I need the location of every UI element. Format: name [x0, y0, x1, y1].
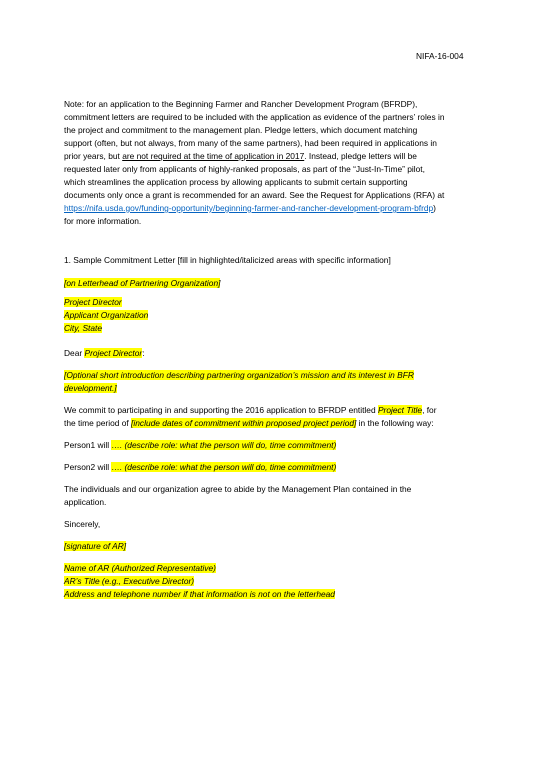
salutation: Dear Project Director: [64, 348, 145, 358]
note-line: the project and commitment to the management plan. Pledge letters, which document matching [64, 125, 418, 135]
note-line: requested later only from applicants of highly-ranked proposals, as part of the “Just-In-Time” pilot, [64, 164, 425, 174]
note-line: commitment letters are required to be included with the application as evidence of the partners’ roles in [64, 112, 445, 122]
note-line: prior years, but are not required at the time of application in 2017. Instead, pledge letters will be [64, 151, 417, 161]
commitment-line: the time period of [include dates of commitment within proposed project period] in the following way: [64, 418, 434, 428]
note-line: Note: for an application to the Beginning Farmer and Rancher Development Program (BFRDP), [64, 99, 418, 109]
address-line: Project Director [64, 297, 122, 307]
address-line: Applicant Organization [64, 310, 149, 320]
address-line: City, State [64, 323, 103, 333]
person-role-line: Person2 will …. (describe role: what the person will do, time commitment) [64, 462, 337, 472]
commitment-line: We commit to participating in and supporting the 2016 application to BFRDP entitled Project Title, for [64, 405, 437, 415]
intro-line: [Optional short introduction describing partnering organization’s mission and its interest in BFR [64, 370, 414, 380]
rfa-link[interactable]: https://nifa.usda.gov/funding-opportunity/beginning-farmer-and-rancher-development-program-bfrdp [64, 203, 434, 213]
closing: Sincerely, [64, 519, 101, 529]
signature-placeholder: [signature of AR] [64, 541, 127, 551]
note-line: which streamlines the application process by allowing applicants to submit certain supporting [64, 177, 408, 187]
note-line: documents only once a grant is recommended for an award. See the Request for Applications (RFA) at [64, 190, 445, 200]
note-line: for more information. [64, 216, 142, 226]
section-heading: 1. Sample Commitment Letter [fill in highlighted/italicized areas with specific information] [64, 255, 391, 265]
note-line: support (often, but not always, from many of the same partners), had been required in applications in [64, 138, 437, 148]
person-role-line: Person1 will …. (describe role: what the person will do, time commitment) [64, 440, 337, 450]
signature-block-line: AR’s Title (e.g., Executive Director) [64, 576, 195, 586]
agreement-line: The individuals and our organization agree to abide by the Management Plan contained in the [64, 484, 412, 494]
note-line: https://nifa.usda.gov/funding-opportunity/beginning-farmer-and-rancher-development-program-bfrdp) [64, 203, 436, 213]
signature-block-line: Address and telephone number if that information is not on the letterhead [64, 589, 335, 599]
intro-line: development.] [64, 383, 117, 393]
letterhead-placeholder: [on Letterhead of Partnering Organization] [64, 278, 221, 288]
underlined-text: are not required at the time of application in 2017 [122, 151, 305, 161]
signature-block-line: Name of AR (Authorized Representative) [64, 563, 216, 573]
document-id: NIFA-16-004 [416, 51, 464, 61]
agreement-line: application. [64, 497, 107, 507]
